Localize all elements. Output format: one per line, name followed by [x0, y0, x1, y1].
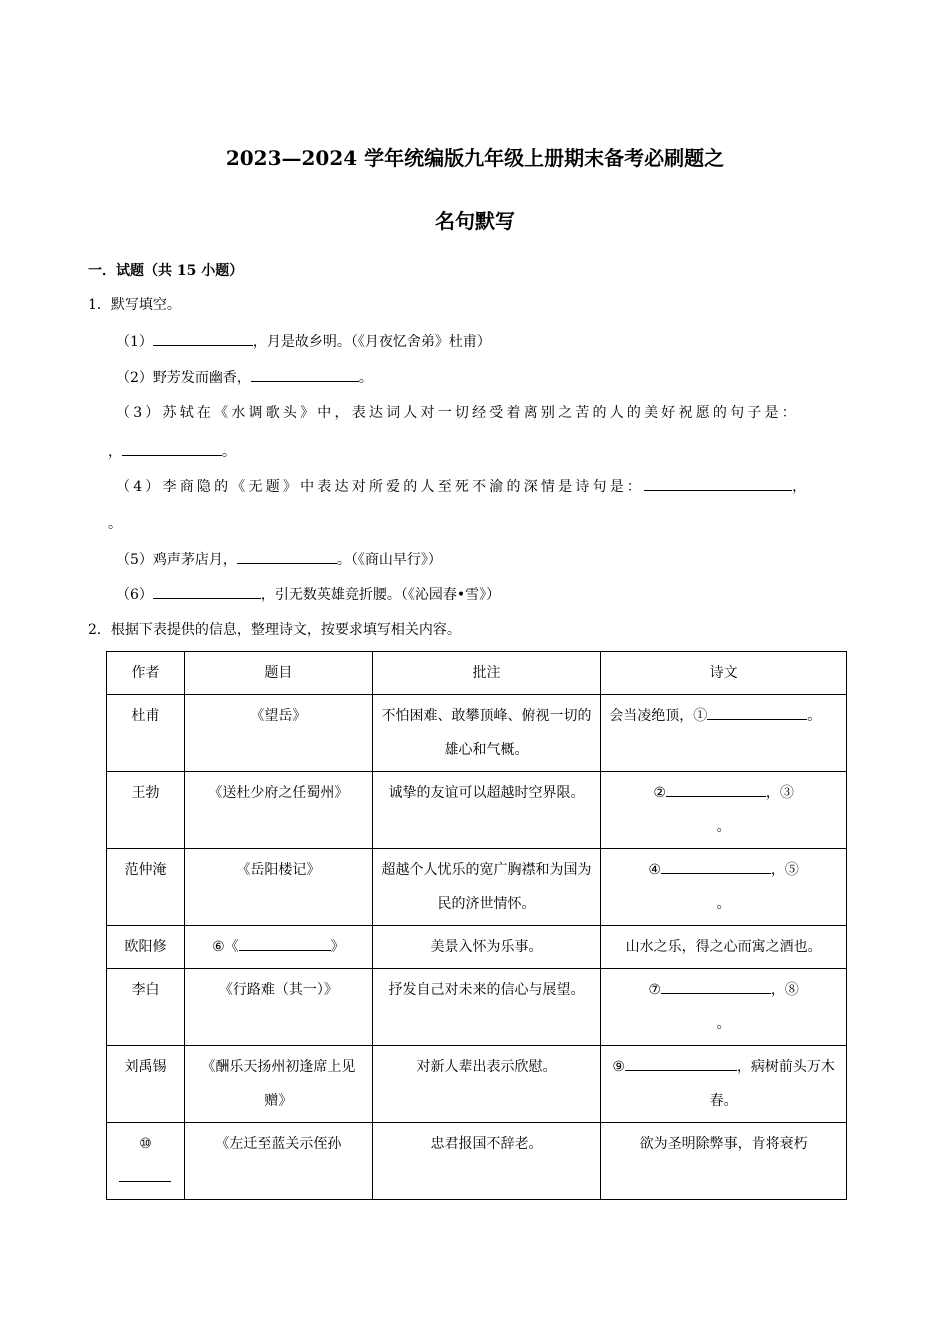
table-header-row: [107, 652, 847, 695]
q1-item-2-end: 。: [358, 370, 373, 386]
poem-text: ④: [648, 862, 661, 878]
q1-item-6-prefix: （6）: [116, 587, 153, 603]
cell-title: [184, 926, 372, 969]
cell-title: 《行路难（其一）》: [184, 969, 372, 1046]
q1-item-4: [116, 476, 806, 497]
cell-author: 王勃: [107, 772, 185, 849]
cell-author: [107, 1123, 185, 1200]
cell-note: 忠君报国不辞老。: [372, 1123, 601, 1200]
q1-item-5-source: 。（《商山早行》）: [336, 552, 442, 568]
header-note: 批注: [372, 652, 601, 695]
q2-stem: 2．根据下表提供的信息，整理诗文，按要求填写相关内容。: [88, 622, 461, 638]
answer-blank[interactable]: [239, 936, 331, 951]
answer-blank[interactable]: [122, 441, 222, 456]
cell-author: 刘禹锡: [107, 1046, 185, 1123]
table-row: [107, 772, 847, 849]
q1-item-4-end: 。: [108, 516, 122, 532]
answer-blank[interactable]: [119, 1167, 171, 1182]
q1-item-3: （3）苏轼在《水调歌头》中，表达词人对一切经受着离别之苦的人的美好祝愿的句子是：: [116, 405, 799, 421]
cell-title: 《岳阳楼记》: [184, 849, 372, 926]
answer-blank[interactable]: [237, 549, 337, 564]
table-row: [107, 695, 847, 772]
poem-text: ，③: [765, 785, 794, 801]
poem-text: 。: [716, 819, 731, 835]
q1-item-1-text: ，月是故乡明。（《月夜忆舍弟》杜甫）: [252, 334, 491, 350]
header-title: 题目: [184, 652, 372, 695]
poetry-table: [106, 651, 847, 1200]
poem-text: 。: [716, 1016, 731, 1032]
q1-item-3-cont: [108, 441, 236, 462]
q1-item-6: [116, 584, 500, 605]
cell-note: 对新人辈出表示欣慰。: [372, 1046, 601, 1123]
cell-note: 抒发自己对未来的信心与展望。: [372, 969, 601, 1046]
poem-text: ②: [653, 785, 666, 801]
q1-item-5-text: （5）鸡声茅店月，: [116, 552, 237, 568]
cell-author: 杜甫: [107, 695, 185, 772]
poem-text: ，⑧: [770, 982, 799, 998]
poem-text: 。: [716, 896, 731, 912]
cell-note: 美景入怀为乐事。: [372, 926, 601, 969]
cell-note: 超越个人忧乐的宽广胸襟和为国为民的济世情怀。: [372, 849, 601, 926]
answer-blank[interactable]: [661, 979, 771, 994]
q1-item-2: [116, 367, 373, 388]
q1-item-4-text: （4）李商隐的《无题》中表达对所爱的人至死不渝的深情是诗句是：: [116, 479, 645, 495]
answer-blank[interactable]: [251, 367, 359, 382]
cell-note: 诚挚的友谊可以超越时空界限。: [372, 772, 601, 849]
section-heading: 一．试题（共 15 小题）: [88, 263, 244, 279]
table-row: [107, 1123, 847, 1200]
title-text: ⑥《: [212, 939, 239, 955]
table-row: [107, 926, 847, 969]
answer-blank[interactable]: [153, 584, 261, 599]
table-row: [107, 969, 847, 1046]
cell-title: 《送杜少府之任蜀州》: [184, 772, 372, 849]
header-poem: 诗文: [601, 652, 847, 695]
answer-blank[interactable]: [153, 331, 253, 346]
q1-item-5: [116, 549, 442, 570]
table-row: [107, 1046, 847, 1123]
cell-poem: [601, 849, 847, 926]
document-title-line1: 2023—2024 学年统编版九年级上册期末备考必刷题之: [225, 146, 725, 170]
cell-poem: [601, 1046, 847, 1123]
cell-author: 李白: [107, 969, 185, 1046]
table-row: [107, 849, 847, 926]
answer-blank[interactable]: [666, 782, 766, 797]
cell-poem: [601, 772, 847, 849]
answer-blank[interactable]: [625, 1056, 737, 1071]
q1-stem: 1．默写填空。: [88, 297, 181, 313]
cell-title: 《酬乐天扬州初逢席上见赠》: [184, 1046, 372, 1123]
q1-item-6-text: ，引无数英雄竞折腰。（《沁园春•雪》）: [260, 587, 501, 603]
header-author: 作者: [107, 652, 185, 695]
cell-poem: 欲为圣明除弊事，肯将衰朽: [601, 1123, 847, 1200]
author-text: ⑩: [139, 1136, 152, 1152]
q1-item-2-text: （2）野芳发而幽香，: [116, 370, 251, 386]
cell-author: 范仲淹: [107, 849, 185, 926]
q1-item-4-comma: ，: [792, 479, 807, 495]
answer-blank[interactable]: [644, 476, 792, 491]
cell-note: 不怕困难、敢攀顶峰、俯视一切的雄心和气概。: [372, 695, 601, 772]
document-title-line2: 名句默写: [435, 209, 515, 233]
poem-text: ⑦: [648, 982, 661, 998]
q1-item-1-prefix: （1）: [116, 334, 153, 350]
q1-item-3-end: 。: [222, 444, 236, 460]
poem-text: 会当凌绝顶，①: [609, 708, 708, 724]
cell-title: 《望岳》: [184, 695, 372, 772]
poem-text: ，病树前头万木春。: [709, 1059, 835, 1109]
title-text: 》: [330, 939, 345, 955]
poem-text: ，⑤: [770, 862, 799, 878]
answer-blank[interactable]: [707, 705, 807, 720]
poem-text: 。: [807, 708, 822, 724]
poem-text: ⑨: [612, 1059, 625, 1075]
cell-poem: [601, 695, 847, 772]
cell-author: 欧阳修: [107, 926, 185, 969]
cell-poem: 山水之乐，得之心而寓之酒也。: [601, 926, 847, 969]
cell-title: 《左迁至蓝关示侄孙: [184, 1123, 372, 1200]
q1-item-1: [116, 331, 491, 352]
answer-blank[interactable]: [661, 859, 771, 874]
cell-poem: [601, 969, 847, 1046]
q1-item-3-comma: ，: [108, 444, 122, 460]
